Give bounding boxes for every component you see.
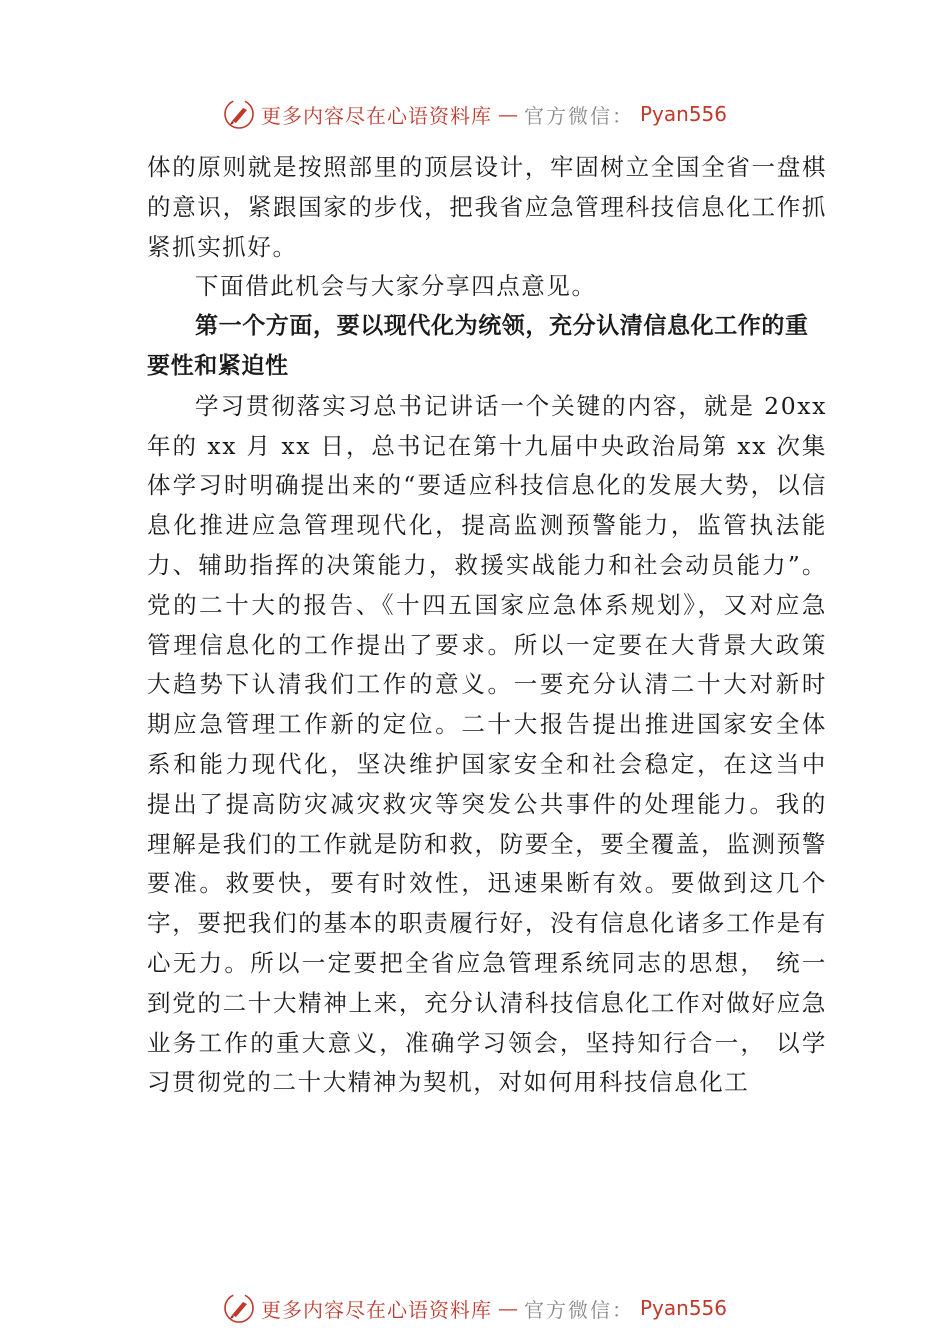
footer-watermark-banner (0, 1288, 950, 1328)
banner-brand-text: 更多内容尽在心语资料库 (260, 103, 492, 128)
banner-wechat-label: 官方微信： (523, 1297, 634, 1322)
pen-nib-logo-icon (223, 1292, 255, 1324)
pen-nib-logo-icon (223, 98, 255, 130)
banner-wechat-id: Pyan556 (639, 1296, 727, 1320)
header-watermark-banner (0, 94, 950, 134)
paragraph-continuation: 体的原则就是按照部里的顶层设计，牢固树立全国全省一盘棋的意识，紧跟国家的步伐，把我省应急管理科技信息化工作抓紧抓实抓好。 (147, 153, 827, 261)
paragraph-main: 学习贯彻落实习总书记讲话一个关键的内容，就是 20xx 年的 xx 月 xx 日，总书记在第十九届中央政治局第 xx 次集体学习时明确提出来的“要适应科技信息化的发展大势，以信息化推进应急管理现代化，提高监测预警能力，监管执法能力、辅助指挥的决策能力，救援实战能力和社会动员能力”。党的二十大的报告、《十四五国家应急体系规划》，又对应急 管理信息化的工作提出了要求。所以一定要在大背景大政策 大趋势下认清我们工作的意义。一要充分认清二十大对新时 期应急管理工作新的定位。二十大报告提出推进国家安全体 系和能力现代化，坚决维护国家安全和社会稳定，在这当中 提出了提高防灾减灾救灾等突发公共事件的处理能力。我的 理解是我们的工作就是防和救，防要全，要全覆盖，监测预警要准。救要快，要有时效性，迅速果断有效。要做到这几个字，要把我们的基本的职责履行好，没有信息化诸多工作是有心无力。所以一定要把全省应急管理系统同志的思想， 统一到党的二十大精神上来，充分认清科技信息化工作对做好应急业务工作的重大意义，准确学习领会，坚持知行合一， 以学习贯彻党的二十大精神为契机，对如何用科技信息化工 (147, 391, 827, 1097)
section-heading-1: 第一个方面，要以现代化为统领，充分认清信息化工作的重要性和紧迫性 (147, 313, 809, 379)
document-body (147, 148, 827, 1103)
banner-dash: — (497, 1296, 518, 1320)
paragraph-intro: 下面借此机会与大家分享四点意见。 (195, 272, 597, 301)
banner-dash: — (497, 102, 518, 126)
banner-brand-text: 更多内容尽在心语资料库 (260, 1297, 492, 1322)
banner-wechat-label: 官方微信： (523, 103, 634, 128)
banner-wechat-id: Pyan556 (639, 102, 727, 126)
